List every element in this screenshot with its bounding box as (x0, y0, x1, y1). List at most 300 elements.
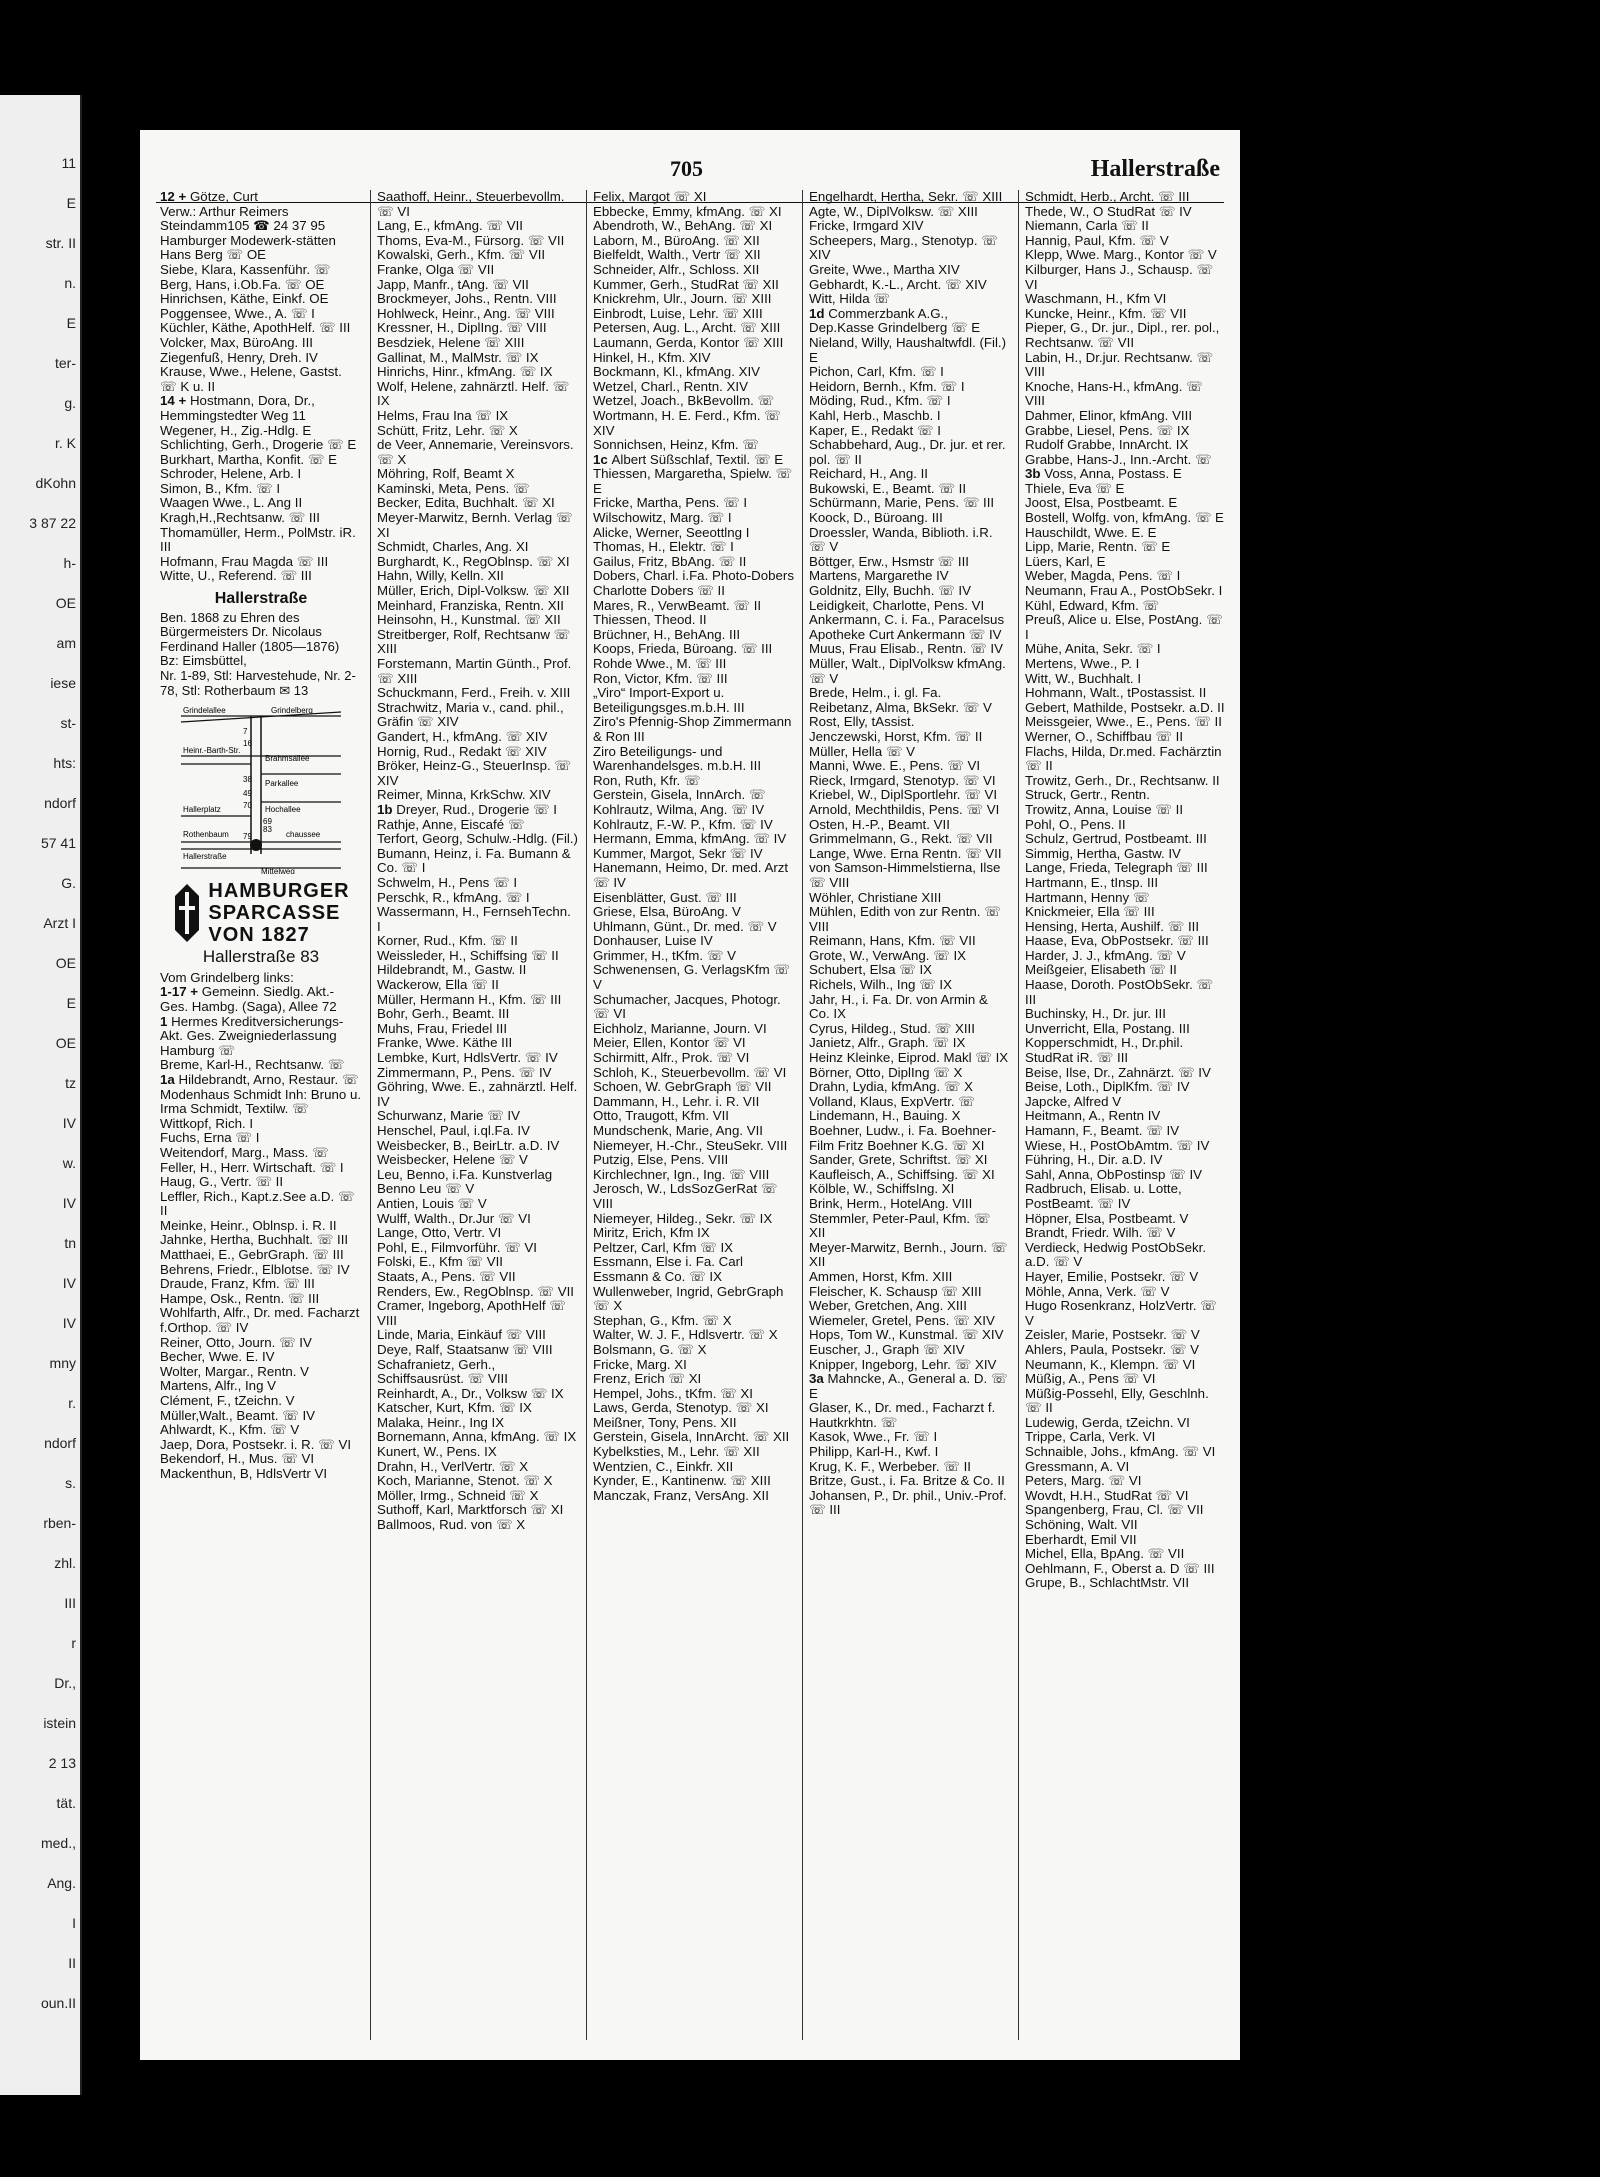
entry-text: Reiner, Otto, Journ. ☏ IV (160, 1334, 312, 1350)
directory-entry (1025, 1430, 1226, 1445)
directory-entry (377, 1503, 578, 1518)
map-house-number: 69 (263, 817, 272, 827)
entry-text: Gebert, Mathilde, Postsekr. a.D. II (1025, 699, 1225, 715)
entry-text: Kahl, Herb., Maschb. I (809, 407, 941, 423)
directory-entry (377, 1445, 578, 1460)
ad-line-2: SPARCASSE (208, 902, 341, 925)
entry-text: Becher, Wwe. E. IV (160, 1349, 275, 1365)
directory-entry (377, 496, 578, 511)
directory-entry (160, 424, 362, 439)
entry-text: Clément, F., tZeichn. V (160, 1393, 295, 1408)
map-label-grindelallee: Grindelallee (183, 706, 226, 716)
house-number: 1d (809, 305, 829, 321)
entry-text: Ron, Ruth, Kfr. ☏ (593, 772, 701, 788)
directory-entry (1025, 1007, 1226, 1022)
entry-text: Fleischer, K. Schausp ☏ XIII (809, 1283, 982, 1299)
map-label-hallerstrasse: Hallerstraße (183, 852, 227, 862)
directory-entry (377, 701, 578, 730)
entry-text: Britze, Gust., i. Fa. Britze & Co. II (809, 1473, 1005, 1489)
directory-entry (1025, 1095, 1226, 1110)
directory-entry (593, 686, 794, 715)
entry-text: Rost, Elly, tAssist. (809, 714, 915, 730)
entry-text: Ludewig, Gerda, tZeichn. VI (1025, 1414, 1190, 1430)
entry-text: Hartmann, Henny ☏ (1025, 889, 1150, 905)
directory-entry (593, 409, 794, 438)
entry-text: Kopperschmidt, H., Dr.phil. StudRat iR. ☏ III (1025, 1035, 1184, 1066)
entry-text: Hofmann, Frau Magda ☏ III (160, 553, 329, 569)
directory-entry (593, 307, 794, 322)
directory-entry (160, 1365, 362, 1380)
house-number: 3b (1025, 466, 1045, 482)
directory-entry (377, 190, 578, 219)
sparcasse-advertisement (160, 880, 362, 965)
entry-text: Antien, Louis ☏ V (377, 1195, 487, 1211)
directory-entry (593, 1343, 794, 1358)
directory-entry (160, 467, 362, 482)
directory-entry (809, 1197, 1010, 1212)
directory-entry (1025, 613, 1226, 642)
directory-entry (377, 1036, 578, 1051)
entry-text: Müller, Erich, Dipl-Volksw. ☏ XII (377, 583, 570, 599)
entry-text: Unverricht, Ella, Postang. III (1025, 1020, 1190, 1036)
entry-text: Thede, W., O StudRat ☏ IV (1025, 203, 1192, 219)
entry-text: Cyrus, Hildeg., Stud. ☏ XIII (809, 1020, 975, 1036)
entry-text: Schoen, W. GebrGraph ☏ VII (593, 1079, 772, 1095)
entry-text: Einbrodt, Luise, Lehr. ☏ XIII (593, 305, 763, 321)
entry-text: Simon, B., Kfm. ☏ I (160, 480, 281, 496)
directory-entry (160, 1073, 362, 1088)
directory-entry (809, 482, 1010, 497)
entry-text: Verw.: Arthur Reimers (160, 203, 289, 219)
entry-text: Grupe, B., SchlachtMstr. VII (1025, 1575, 1190, 1591)
directory-entry (593, 540, 794, 555)
entry-text: Sonnichsen, Heinz, Kfm. ☏ (593, 437, 759, 453)
directory-entry (377, 1226, 578, 1241)
directory-entry (809, 511, 1010, 526)
directory-entry (593, 1051, 794, 1066)
entry-text: Franke, Olga ☏ VII (377, 261, 495, 277)
left-page-fragment: oun.II (40, 1995, 76, 2011)
directory-entry (809, 905, 1010, 934)
directory-entry (593, 380, 794, 395)
map-label-hallerplatz: Hallerplatz (183, 805, 221, 815)
entry-text: Pohl, O., Pens. II (1025, 816, 1126, 832)
entry-text: Verdieck, Hedwig PostObSekr. a.D. ☏ V (1025, 1239, 1207, 1270)
entry-text: Kummer, Gerh., StudRat ☏ XII (593, 276, 779, 292)
entry-text: Laws, Gerda, Stenotyp. ☏ XI (593, 1400, 769, 1416)
left-page-fragment: 11 (61, 155, 76, 171)
entry-text: Goldnitz, Elly, Buchh. ☏ IV (809, 583, 971, 599)
directory-entry (1025, 1503, 1226, 1518)
entry-text: Lang, E., kfmAng. ☏ VII (377, 218, 523, 234)
entry-text: Schürmann, Marie, Pens. ☏ III (809, 495, 995, 511)
entry-text: Schumacher, Jacques, Photogr. ☏ VI (593, 991, 781, 1022)
entry-text: Droessler, Wanda, Biblioth. i.R. ☏ V (809, 524, 993, 555)
directory-entry (809, 263, 1010, 278)
directory-entry (1025, 1139, 1226, 1154)
directory-entry (809, 555, 1010, 570)
entry-text: Albert Süßschlaf, Textil. ☏ E (611, 451, 784, 467)
directory-entry (593, 1182, 794, 1211)
directory-entry (160, 219, 362, 234)
entry-text: Weissleder, H., Schiffsing ☏ II (377, 947, 559, 963)
entry-text: Bekendorf, H., Mus. ☏ VI (160, 1451, 315, 1467)
entry-text: Felix, Margot ☏ XI (593, 190, 707, 204)
entry-text: Hops, Tom W., Kunstmal. ☏ XIV (809, 1327, 1004, 1343)
directory-entry (160, 292, 362, 307)
directory-entry (1025, 1445, 1226, 1460)
directory-entry (593, 861, 794, 890)
entry-text: Dreyer, Rud., Drogerie ☏ I (396, 801, 557, 817)
entry-text: Kriebel, W., DiplSportlehr. ☏ VI (809, 787, 998, 803)
entry-text: Euscher, J., Graph ☏ XIV (809, 1341, 965, 1357)
entry-text: Kummer, Margot, Sekr ☏ IV (593, 845, 763, 861)
directory-entry (809, 1401, 1010, 1430)
entry-text: Weber, Gretchen, Ang. XIII (809, 1298, 967, 1314)
directory-entry (160, 1292, 362, 1307)
left-page-fragment: w. (62, 1155, 76, 1171)
directory-entry (1025, 1562, 1226, 1577)
directory-entry (593, 1314, 794, 1329)
directory-entry (160, 1467, 362, 1482)
entry-text: Dahmer, Elinor, kfmAng. VIII (1025, 407, 1193, 423)
entry-text: Hahn, Willy, Kelln. XII (377, 568, 504, 584)
directory-entry (593, 1168, 794, 1183)
directory-entry (160, 1409, 362, 1424)
entry-text: Ahlwardt, K., Kfm. ☏ V (160, 1422, 300, 1438)
directory-entry (809, 963, 1010, 978)
directory-entry (809, 1109, 1010, 1124)
entry-text: Lange, Frieda, Telegraph ☏ III (1025, 860, 1208, 876)
entry-text: Bolsmann, G. ☏ X (593, 1341, 707, 1357)
directory-entry (809, 365, 1010, 380)
entry-text: „Viro“ Import-Export u. Beteiligungsges.m.b.H. III (593, 685, 745, 715)
directory-entry (809, 1168, 1010, 1183)
map-label-heinr-barth: Heinr.-Barth-Str. (183, 746, 241, 756)
entry-text: Streitberger, Rolf, Rechtsanw ☏ XIII (377, 626, 571, 657)
entry-text: Meier, Ellen, Kontor ☏ VI (593, 1035, 746, 1051)
entry-text: Hostmann, Dora, Dr., Hemmingstedter Weg 11 (160, 393, 315, 423)
entry-text: Haug, G., Vertr. ☏ II (160, 1174, 284, 1190)
entry-text: Leu, Benno, i.Fa. Kunstverlag Benno Leu ☏ V (377, 1166, 553, 1197)
left-page-fragment: hts: (53, 755, 76, 771)
directory-entry (160, 438, 362, 453)
directory-entry (593, 1022, 794, 1037)
entry-text: Kragh,H.,Rechtsanw. ☏ III (160, 510, 321, 526)
directory-entry (377, 1109, 578, 1124)
entry-text: Drahn, Lydia, kfmAng. ☏ X (809, 1079, 973, 1095)
directory-entry (593, 1489, 794, 1504)
entry-text: Schloh, K., Steuerbevollm. ☏ VI (593, 1064, 787, 1080)
directory-entry (809, 569, 1010, 584)
street-title: Hallerstraße (214, 590, 308, 608)
entry-text: Koops, Frieda, Büroang. ☏ III (593, 641, 773, 657)
directory-entry (1025, 730, 1226, 745)
directory-entry (809, 1036, 1010, 1051)
directory-entry (377, 876, 578, 891)
directory-entry (593, 1460, 794, 1475)
entry-text: Hermann, Emma, kfmAng. ☏ IV (593, 831, 787, 847)
entry-text: Spangenberg, Frau, Cl. ☏ VII (1025, 1502, 1204, 1518)
entry-text: Mertens, Wwe., P. I (1025, 656, 1140, 671)
directory-entry (809, 1285, 1010, 1300)
directory-entry (160, 1190, 362, 1219)
directory-entry (593, 934, 794, 949)
directory-entry (1025, 1416, 1226, 1431)
entry-text: Fuchs, Erna ☏ I (160, 1130, 260, 1146)
directory-entry (809, 934, 1010, 949)
directory-entry (593, 672, 794, 687)
entry-text: Abendroth, W., BehAng. ☏ XI (593, 218, 773, 234)
entry-text: Rieck, Irmgard, Stenotyp. ☏ VI (809, 772, 996, 788)
directory-entry (593, 745, 794, 774)
entry-text: Jahr, H., i. Fa. Dr. von Armin & Co. IX (809, 991, 988, 1022)
entry-text: Gressmann, A. VI (1025, 1458, 1130, 1474)
map-label-brahmsallee: Brahmsallee (265, 754, 310, 764)
entry-text: Thomas, H., Elektr. ☏ I (593, 539, 734, 555)
left-page-fragment: 2 13 (48, 1755, 76, 1771)
directory-entry (1025, 818, 1226, 833)
left-page-fragment: dKohn (35, 475, 76, 491)
directory-entry (593, 818, 794, 833)
directory-entry (160, 1219, 362, 1234)
house-number: 1b (377, 801, 397, 817)
entry-text: Putzig, Else, Pens. VIII (593, 1152, 729, 1168)
entry-text: Hanemann, Heimo, Dr. med. Arzt ☏ IV (593, 860, 789, 890)
directory-entry (593, 1416, 794, 1431)
directory-entry (160, 1161, 362, 1176)
entry-text: Folski, E., Kfm ☏ VII (377, 1254, 503, 1270)
directory-entry (1025, 1343, 1226, 1358)
entry-text: Eberhardt, Emil VII (1025, 1531, 1137, 1547)
directory-entry (377, 1168, 578, 1197)
entry-text: Trippe, Carla, Verk. VI (1025, 1429, 1156, 1445)
directory-entry (593, 1255, 794, 1284)
directory-entry (160, 1058, 362, 1073)
entry-text: Wiese, H., PostObAmtm. ☏ IV (1025, 1137, 1210, 1153)
directory-entry (160, 453, 362, 468)
directory-entry (160, 482, 362, 497)
ad-text (208, 880, 349, 946)
directory-entry (160, 569, 362, 584)
directory-entry (809, 496, 1010, 511)
directory-entry (593, 847, 794, 862)
entry-text: Dammann, H., Lehr. i. R. VII (593, 1093, 760, 1109)
directory-entry (377, 1255, 578, 1270)
entry-text: Witt, W., Buchhalt. I (1025, 670, 1142, 686)
entry-text: Klepp, Wwe. Marg., Kontor ☏ V (1025, 247, 1217, 263)
entry-text: Kohlrautz, F.-W. P., Kfm. ☏ IV (593, 816, 773, 832)
directory-entry (809, 1314, 1010, 1329)
entry-text: Meinhard, Franziska, Rentn. XII (377, 597, 564, 613)
entry-text: Hannig, Paul, Kfm. ☏ V (1025, 232, 1169, 248)
entry-text: Führing, H., Dir. a.D. IV (1025, 1152, 1163, 1168)
directory-entry (809, 1372, 1010, 1401)
entry-text: Laborn, M., BüroAng. ☏ XII (593, 232, 760, 248)
entry-text: Brockmeyer, Johs., Rentn. VIII (377, 291, 557, 307)
entry-text: Kühl, Edward, Kfm. ☏ (1025, 597, 1160, 613)
entry-text: Richels, Wilh., Ing ☏ IX (809, 977, 952, 993)
directory-entry (160, 234, 362, 263)
directory-entry (593, 467, 794, 496)
directory-entry (1025, 526, 1226, 541)
entry-text: Drahn, H., VerlVertr. ☏ X (377, 1458, 529, 1474)
directory-entry (809, 438, 1010, 467)
left-page-fragment: tät. (56, 1795, 76, 1811)
directory-entry (593, 1372, 794, 1387)
entry-text: Heidorn, Bernh., Kfm. ☏ I (809, 378, 965, 394)
entry-text: Wittkopf, Rich. I (160, 1115, 254, 1131)
left-page-fragment: n. (64, 275, 76, 291)
directory-entry (1025, 511, 1226, 526)
left-page-fragment: iese (50, 675, 76, 691)
house-number: 3a (809, 1371, 828, 1387)
map-house-number: 70 (243, 801, 252, 811)
directory-entry (377, 1387, 578, 1402)
entry-text: Gallinat, M., MalMstr. ☏ IX (377, 349, 539, 365)
entry-text: Reimer, Minna, KrkSchw. XIV (377, 787, 551, 803)
entry-text: Müßig, A., Pens ☏ VI (1025, 1371, 1156, 1387)
entry-text: Schütt, Fritz, Lehr. ☏ X (377, 422, 518, 438)
directory-entry (160, 526, 362, 555)
directory-entry (593, 774, 794, 789)
directory-entry (593, 993, 794, 1022)
entry-text: Witt, Hilda ☏ (809, 291, 890, 307)
house-number: 1a (160, 1071, 179, 1087)
directory-entry (377, 1080, 578, 1109)
entry-text: Preuß, Alice u. Else, PostAng. ☏ I (1025, 612, 1223, 642)
entry-text: Buchinsky, H., Dr. jur. III (1025, 1006, 1166, 1022)
entry-text: Schubert, Elsa ☏ IX (809, 962, 933, 978)
directory-entry (809, 234, 1010, 263)
page-header (140, 150, 1240, 190)
entry-text: Lange, Otto, Vertr. VI (377, 1225, 502, 1241)
house-number: 1 (160, 1013, 172, 1029)
directory-entry (809, 424, 1010, 439)
left-page-fragment: IV (62, 1115, 76, 1131)
directory-entry (160, 1263, 362, 1278)
directory-entry (1025, 788, 1226, 803)
entry-text: Arnold, Mechthildis, Pens. ☏ VI (809, 801, 1000, 817)
left-page-fragment: med., (40, 1835, 76, 1851)
entry-text: Kowalski, Gerh., Kfm. ☏ VII (377, 247, 546, 263)
entry-text: von Samson-Himmelstierna, Ilse ☏ VIII (809, 860, 1001, 890)
left-page-fragment: zhl. (54, 1555, 76, 1571)
directory-entry (809, 745, 1010, 760)
entry-text: Harder, J. J., kfmAng. ☏ V (1025, 947, 1186, 963)
entry-text: Werner, O., Schiffbau ☏ II (1025, 728, 1184, 744)
map-label-grindelberg: Grindelberg (271, 706, 313, 716)
entry-text: Weber, Magda, Pens. ☏ I (1025, 568, 1181, 584)
directory-entry (1025, 876, 1226, 891)
entry-text: Jerosch, W., LdsSozGerRat ☏ VIII (593, 1181, 778, 1211)
directory-entry (377, 569, 578, 584)
entry-text: Bielfeldt, Walth., Vertr ☏ XII (593, 247, 761, 263)
directory-entry (160, 190, 362, 205)
directory-entry (593, 1095, 794, 1110)
left-page-fragment: st- (60, 715, 76, 731)
entry-text: Bostell, Wolfg. von, kfmAng. ☏ E (1025, 510, 1224, 526)
directory-entry (160, 1146, 362, 1161)
directory-entry (1025, 686, 1226, 701)
entry-text: Hornig, Rud., Redakt ☏ XIV (377, 743, 547, 759)
entry-text: Sander, Grete, Schriftst. ☏ XI (809, 1152, 988, 1168)
entry-text: Scheepers, Marg., Stenotyp. ☏ XIV (809, 232, 998, 263)
directory-entry (1025, 467, 1226, 482)
entry-text: Siebe, Klara, Kassenführ. ☏ (160, 261, 331, 277)
entry-text: Wöhler, Christiane XIII (809, 889, 942, 905)
directory-entry (809, 205, 1010, 220)
entry-text: Kirchlechner, Ign., Ing. ☏ VIII (593, 1166, 770, 1182)
directory-column-1 (154, 190, 370, 2040)
entry-text: Matthaei, E., GebrGraph. ☏ III (160, 1247, 344, 1263)
entry-text: Henschel, Paul, i.ql.Fa. IV (377, 1123, 530, 1138)
directory-entry (377, 409, 578, 424)
directory-entry (593, 832, 794, 847)
entry-text: Schafranietz, Gerh., Schiffsausrüst. ☏ VIII (377, 1356, 508, 1387)
entry-text: Voss, Anna, Postass. E (1044, 466, 1182, 482)
entry-text: Schabbehard, Aug., Dr. jur. et rer. pol. ☏ II (809, 437, 1006, 467)
entry-text: Meyer-Marwitz, Bernh., Journ. ☏ XII (809, 1239, 1008, 1270)
left-page-fragment: Arzt I (43, 915, 76, 931)
directory-entry (1025, 1270, 1226, 1285)
entry-text: Uhlmann, Günt., Dr. med. ☏ V (593, 918, 777, 934)
entry-text: Lange, Wwe. Erna Rentn. ☏ VII (809, 845, 1002, 861)
directory-entry (1025, 351, 1226, 380)
entry-text: Becker, Edita, Buchhalt. ☏ XI (377, 495, 555, 511)
left-page-fragment: r (71, 1635, 76, 1651)
directory-entry (1025, 774, 1226, 789)
street-description: Nr. 1-89, Stl: Harvestehude, Nr. 2-78, Stl: Rotherbaum ✉ 13 (160, 668, 356, 698)
entry-text: Pieper, G., Dr. jur., Dipl., rer. pol., Rechtsanw. ☏ VII (1025, 320, 1220, 350)
entry-text: Meyer-Marwitz, Bernh. Verlag ☏ XI (377, 510, 573, 540)
directory-entry (160, 278, 362, 293)
directory-entry (377, 1416, 578, 1431)
directory-entry (809, 993, 1010, 1022)
entry-text: Burghardt, K., RegOblnsp. ☏ XI (377, 553, 570, 569)
entry-text: Pichon, Carl, Kfm. ☏ I (809, 364, 944, 380)
entry-text: Malaka, Heinr., Ing IX (377, 1414, 505, 1430)
directory-entry (1025, 1489, 1226, 1504)
directory-entry (809, 1212, 1010, 1241)
entry-text: Muhs, Frau, Friedel III (377, 1020, 508, 1036)
left-page-fragment: g. (64, 395, 76, 411)
entry-text: Nieland, Willy, Haushaltwfdl. (Fil.) E (809, 334, 1007, 365)
entry-text: Hempel, Johs., tKfm. ☏ XI (593, 1385, 753, 1401)
entry-text: Brüchner, H., BehAng. III (593, 626, 741, 642)
left-page-fragment: 3 87 22 (29, 515, 76, 531)
entry-text: Grabbe, Liesel, Pens. ☏ IX (1025, 422, 1190, 438)
directory-entry (1025, 438, 1226, 453)
directory-entry (593, 263, 794, 278)
sparcasse-logo-icon (172, 882, 202, 944)
left-page-fragment: I (72, 1915, 76, 1931)
entry-text: Mahncke, A., General a. D. ☏ E (809, 1371, 1008, 1401)
directory-entry (593, 453, 794, 468)
directory-entry (377, 891, 578, 906)
entry-text: Korner, Rud., Kfm. ☏ II (377, 933, 518, 949)
directory-entry (160, 1438, 362, 1453)
directory-entry (377, 219, 578, 234)
left-page-fragment: tz (65, 1075, 76, 1091)
entry-text: Volland, Klaus, ExpVertr. ☏ (809, 1093, 975, 1109)
entry-text: Zeisler, Marie, Postsekr. ☏ V (1025, 1327, 1200, 1343)
entry-text: Höpner, Elsa, Postbeamt. V (1025, 1210, 1189, 1226)
left-page-fragment: istein (43, 1715, 76, 1731)
entry-text: Schuckmann, Ferd., Freih. v. XIII (377, 685, 571, 701)
entry-text: Michel, Ella, BpAng. ☏ VII (1025, 1546, 1185, 1562)
directory-entry (809, 1022, 1010, 1037)
